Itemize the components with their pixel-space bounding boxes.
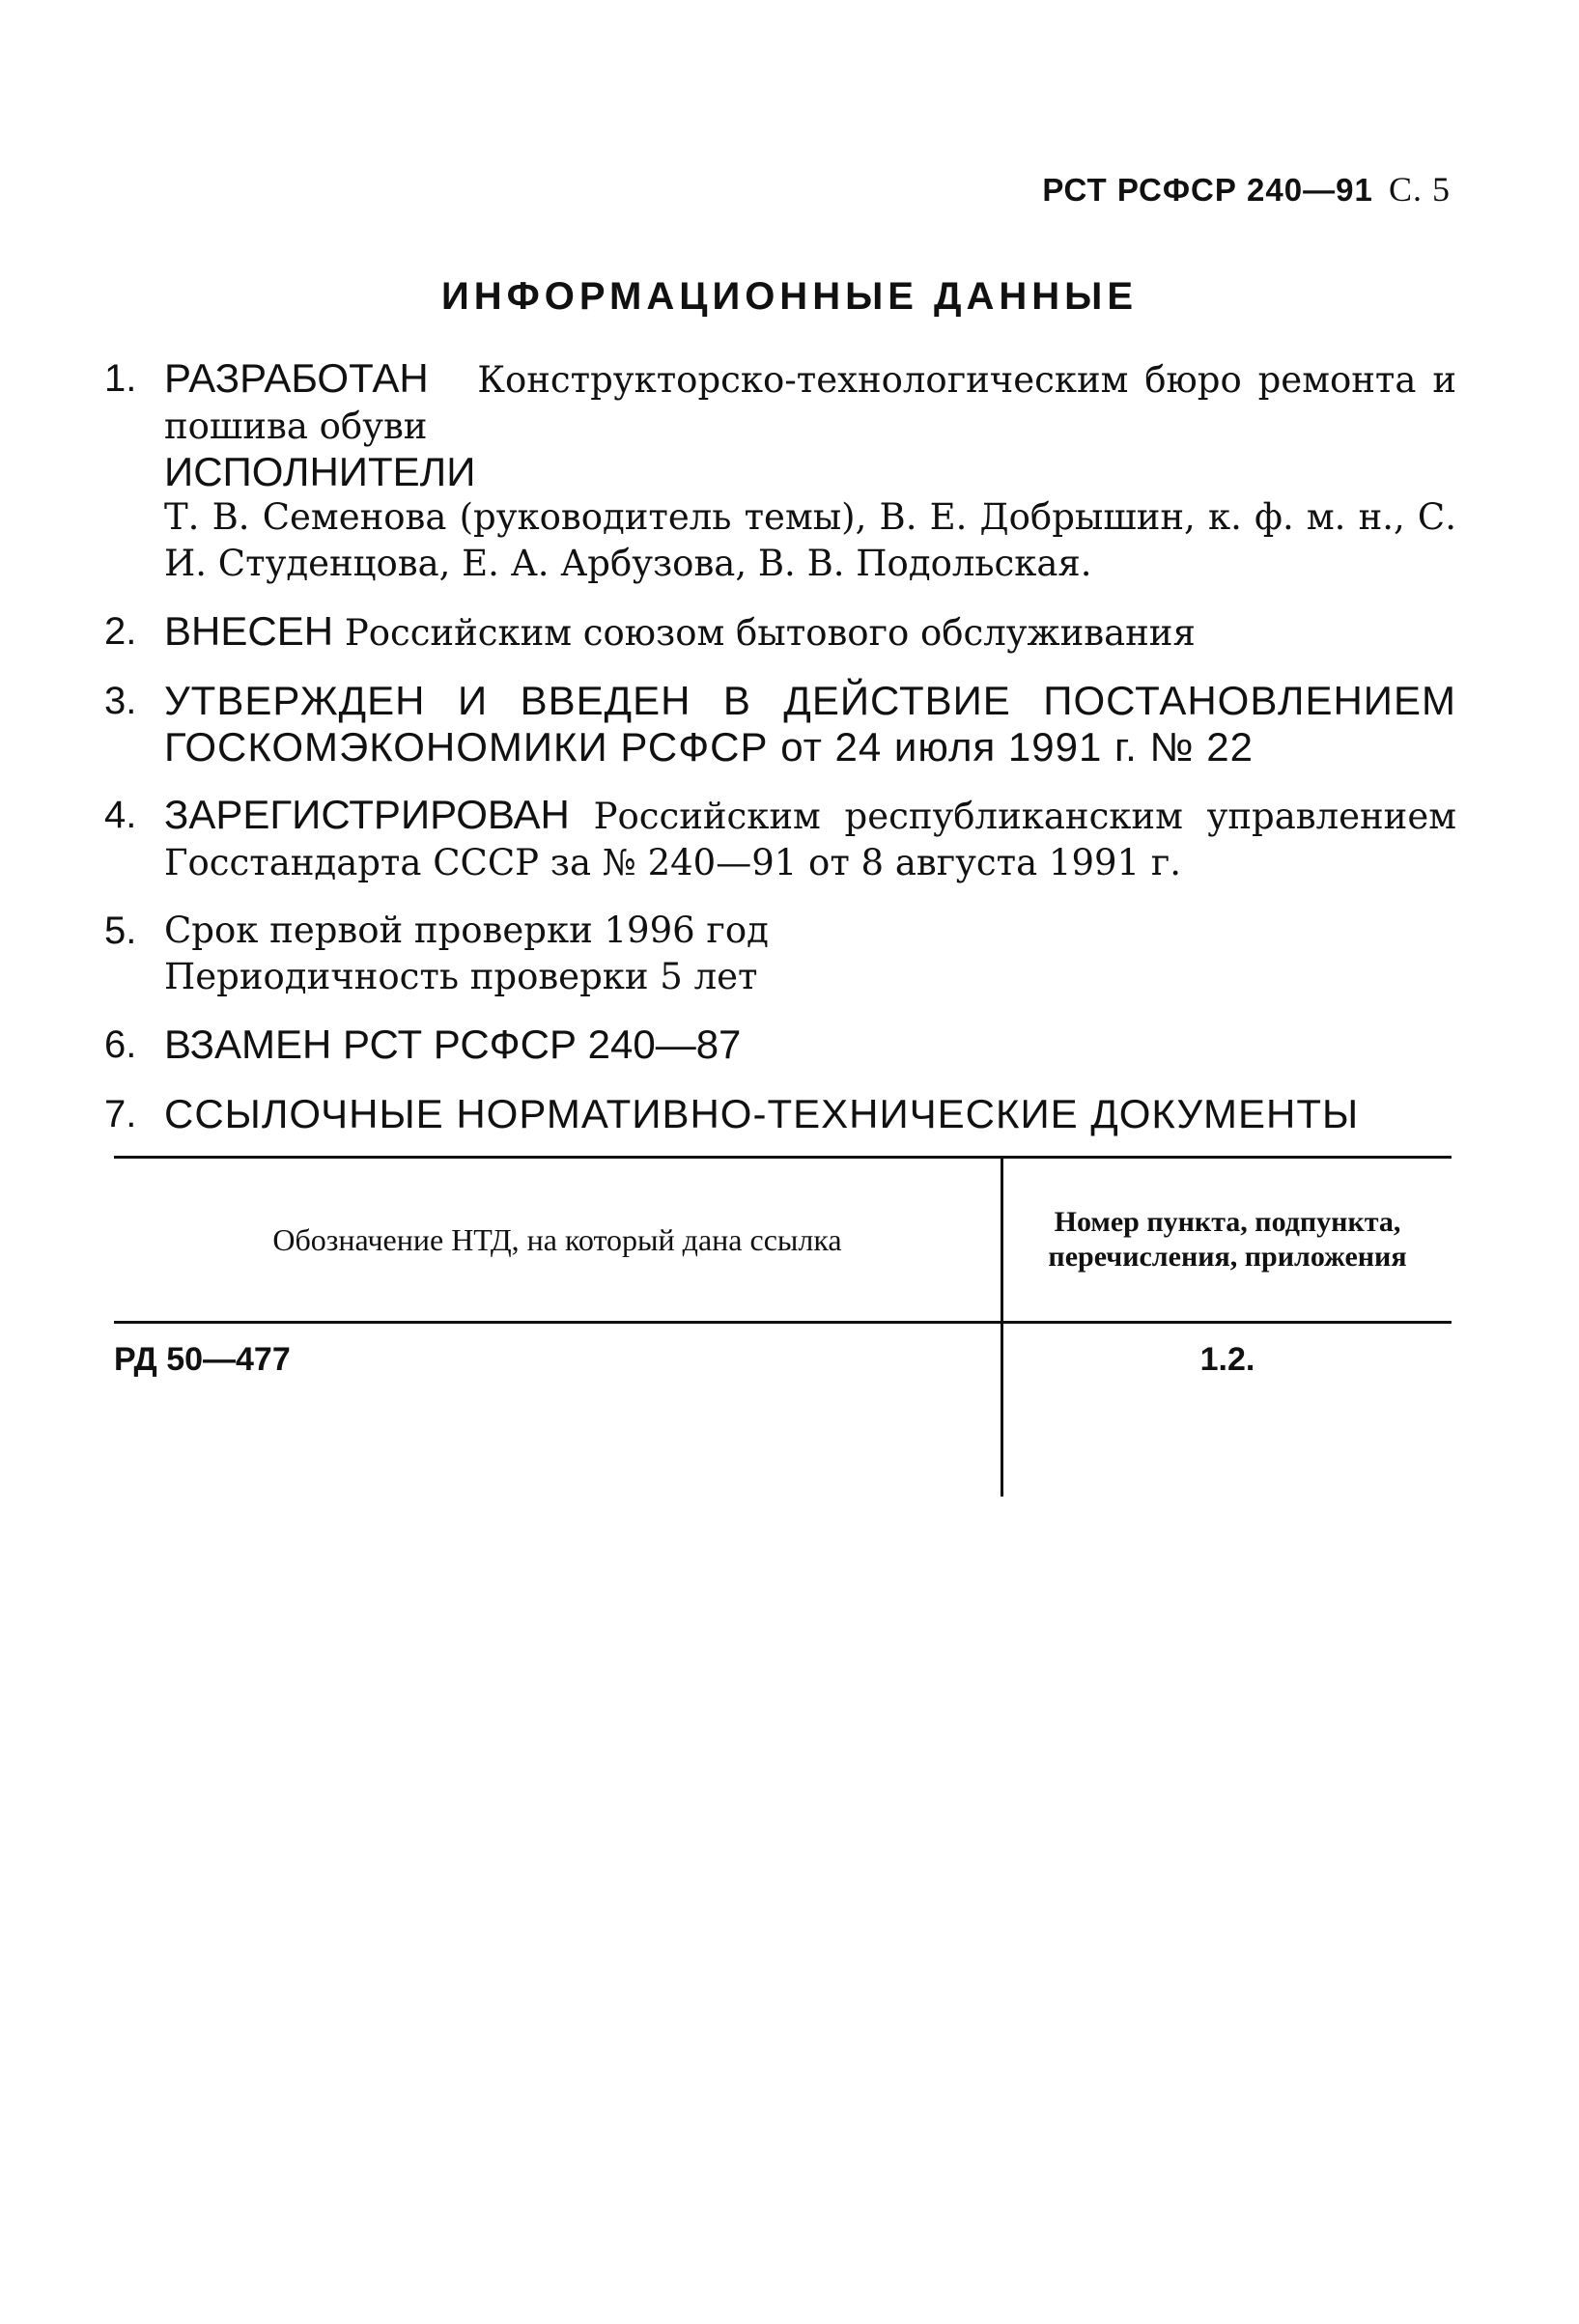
table-header-row <box>114 1158 1452 1323</box>
item-lead: РАЗРАБОТАН <box>164 355 429 401</box>
item-text: ССЫЛОЧНЫЕ НОРМАТИВНО-ТЕХНИЧЕСКИЕ ДОКУМЕНТЫ <box>164 1091 1360 1136</box>
item-number: 2. <box>104 610 137 653</box>
list-item-registered <box>104 792 1456 886</box>
column-header-designation: Обозначение НТД, на который дана ссылка <box>114 1158 1002 1323</box>
item-number: 7. <box>104 1093 137 1135</box>
item-lead: ЗАРЕГИСТРИРОВАН <box>164 792 570 837</box>
list-item-introduced <box>104 608 1456 657</box>
item-body <box>164 355 1456 450</box>
item-number: 6. <box>104 1023 137 1066</box>
performers-heading: ИСПОЛНИТЕЛИ <box>164 449 476 494</box>
document-code <box>1042 169 1451 210</box>
table-row <box>114 1323 1452 1498</box>
page-title: ИНФОРМАЦИОННЫЕ ДАННЫЕ <box>440 275 1139 318</box>
item-text: ВЗАМЕН РСТ РСФСР 240—87 <box>164 1022 742 1067</box>
clause-cell: 1.2. <box>1199 1341 1255 1378</box>
standard-number: РСТ РСФСР 240—91 <box>1042 172 1373 208</box>
performers-list: Т. В. Семенова (руководитель темы), В. Е. Добрышин, к. ф. м. н., С. И. Студенцова, Е. А. Арбузова, В. В. Подольская. <box>164 496 1456 584</box>
item-number: 1. <box>104 357 137 400</box>
item-number: 4. <box>104 794 137 836</box>
item-number: 5. <box>104 910 137 952</box>
item-text: Срок первой проверки 1996 год <box>164 910 769 951</box>
info-list <box>104 355 1456 1159</box>
item-number: 3. <box>104 680 137 722</box>
reference-table <box>114 1156 1452 1497</box>
item-text: УТВЕРЖДЕН И ВВЕДЕН В ДЕЙСТВИЕ ПОСТАНОВЛЕНИЕМ ГОСКОМЭКОНОМИКИ РСФСР от 24 июля 1991 г. № 22 <box>164 678 1456 770</box>
list-item-developed <box>104 355 1456 587</box>
list-item-review <box>104 908 1456 1000</box>
designation-cell: РД 50—477 <box>114 1323 1002 1498</box>
item-lead: ВНЕСЕН <box>164 608 334 654</box>
list-item-replaces <box>104 1022 1456 1070</box>
item-text: Конструкторско-технологическим бюро ремонта и пошива обуви <box>164 359 1456 447</box>
item-body <box>164 792 1456 886</box>
list-item-approved <box>104 678 1456 770</box>
column-header-clause: Номер пункта, подпункта, перечисления, приложения <box>1002 1158 1452 1323</box>
item-text: Российским республиканским управлением Госстандарта СССР за № 240—91 от 8 августа 1991 г. <box>164 796 1456 883</box>
item-text: Российским союзом бытового обслуживания <box>344 612 1196 654</box>
list-item-references <box>104 1091 1456 1137</box>
item-subtext: Периодичность проверки 5 лет <box>164 956 758 997</box>
page-number: С. 5 <box>1388 170 1451 209</box>
